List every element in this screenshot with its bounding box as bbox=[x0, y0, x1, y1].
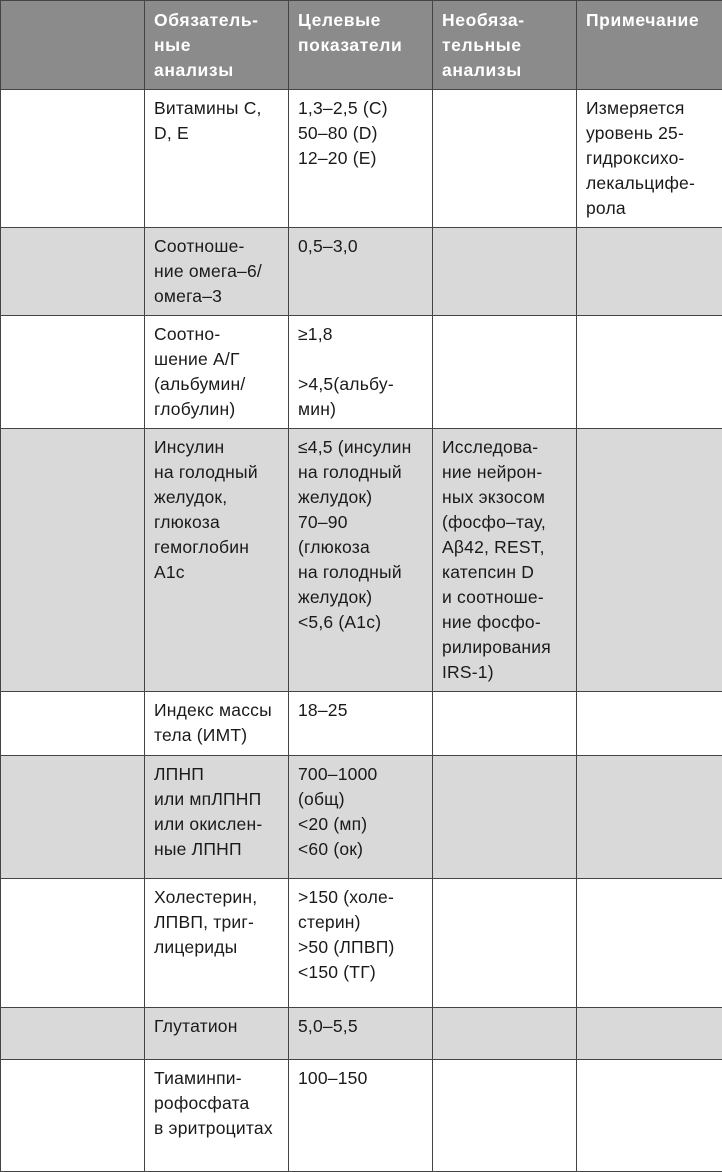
table-row bbox=[1, 692, 722, 756]
note-cell bbox=[577, 879, 722, 1008]
target-value-cell: 100–150 bbox=[289, 1060, 433, 1172]
table-row bbox=[1, 228, 722, 316]
optional-test-cell bbox=[433, 1008, 577, 1060]
required-test-cell: Соотноше- ние омега–6/ омега–3 bbox=[145, 228, 289, 316]
table-row bbox=[1, 1060, 722, 1172]
note-cell bbox=[577, 692, 722, 756]
row-label-cell bbox=[1, 879, 145, 1008]
required-test-cell: Тиаминпи- рофосфата в эритроцитах bbox=[145, 1060, 289, 1172]
row-label-cell bbox=[1, 429, 145, 692]
required-test-cell: Витамины С, D, Е bbox=[145, 90, 289, 228]
row-label-cell bbox=[1, 692, 145, 756]
header-row bbox=[1, 1, 722, 90]
note-cell bbox=[577, 1060, 722, 1172]
table-row bbox=[1, 90, 722, 228]
note-cell bbox=[577, 429, 722, 692]
target-value-cell: 0,5–3,0 bbox=[289, 228, 433, 316]
required-test-cell: Холестерин, ЛПВП, триг- лицериды bbox=[145, 879, 289, 1008]
row-label-cell bbox=[1, 316, 145, 429]
target-value-cell: 1,3–2,5 (С) 50–80 (D) 12–20 (Е) bbox=[289, 90, 433, 228]
optional-test-cell bbox=[433, 316, 577, 429]
note-cell bbox=[577, 228, 722, 316]
optional-test-cell bbox=[433, 228, 577, 316]
header-required-tests: Обязатель- ные анализы bbox=[145, 1, 289, 90]
table-row bbox=[1, 429, 722, 692]
required-test-cell: Соотно- шение А/Г (альбумин/ глобулин) bbox=[145, 316, 289, 429]
row-label-cell bbox=[1, 756, 145, 879]
note-cell bbox=[577, 316, 722, 429]
note-cell: Измеряется уровень 25- гидроксихо- лекальцифе- рола bbox=[577, 90, 722, 228]
table-row bbox=[1, 756, 722, 879]
header-blank bbox=[1, 1, 145, 90]
row-label-cell bbox=[1, 228, 145, 316]
required-test-cell: Индекс массы тела (ИМТ) bbox=[145, 692, 289, 756]
target-value-cell: 18–25 bbox=[289, 692, 433, 756]
target-value-cell: 5,0–5,5 bbox=[289, 1008, 433, 1060]
table-row bbox=[1, 879, 722, 1008]
optional-test-cell bbox=[433, 90, 577, 228]
table-row bbox=[1, 1008, 722, 1060]
optional-test-cell bbox=[433, 879, 577, 1008]
target-value-cell: ≥1,8 >4,5(альбу- мин) bbox=[289, 316, 433, 429]
header-target-values: Целевые показатели bbox=[289, 1, 433, 90]
row-label-cell bbox=[1, 1008, 145, 1060]
required-test-cell: Глутатион bbox=[145, 1008, 289, 1060]
target-value-cell: 700–1000 (общ) <20 (мп) <60 (ок) bbox=[289, 756, 433, 879]
target-value-cell: ≤4,5 (инсулин на голодный желудок) 70–90 (глюкоза на голодный желудок) <5,6 (А1с) bbox=[289, 429, 433, 692]
target-value-cell: >150 (холе- стерин) >50 (ЛПВП) <150 (ТГ) bbox=[289, 879, 433, 1008]
note-cell bbox=[577, 756, 722, 879]
header-optional-tests: Необяза- тельные анализы bbox=[433, 1, 577, 90]
table-row bbox=[1, 316, 722, 429]
optional-test-cell bbox=[433, 692, 577, 756]
header-note: Примечание bbox=[577, 1, 722, 90]
required-test-cell: Инсулин на голодный желудок, глюкоза гемоглобин А1с bbox=[145, 429, 289, 692]
row-label-cell bbox=[1, 1060, 145, 1172]
required-test-cell: ЛПНП или мпЛПНП или окислен- ные ЛПНП bbox=[145, 756, 289, 879]
table-header bbox=[1, 1, 722, 90]
optional-test-cell bbox=[433, 756, 577, 879]
optional-test-cell: Исследова- ние нейрон- ных экзосом (фосфо–тау, Aβ42, REST, катепсин D и соотноше- ние фосфо- рилирования IRS-1) bbox=[433, 429, 577, 692]
optional-test-cell bbox=[433, 1060, 577, 1172]
row-label-cell bbox=[1, 90, 145, 228]
table-body bbox=[1, 90, 722, 1172]
note-cell bbox=[577, 1008, 722, 1060]
